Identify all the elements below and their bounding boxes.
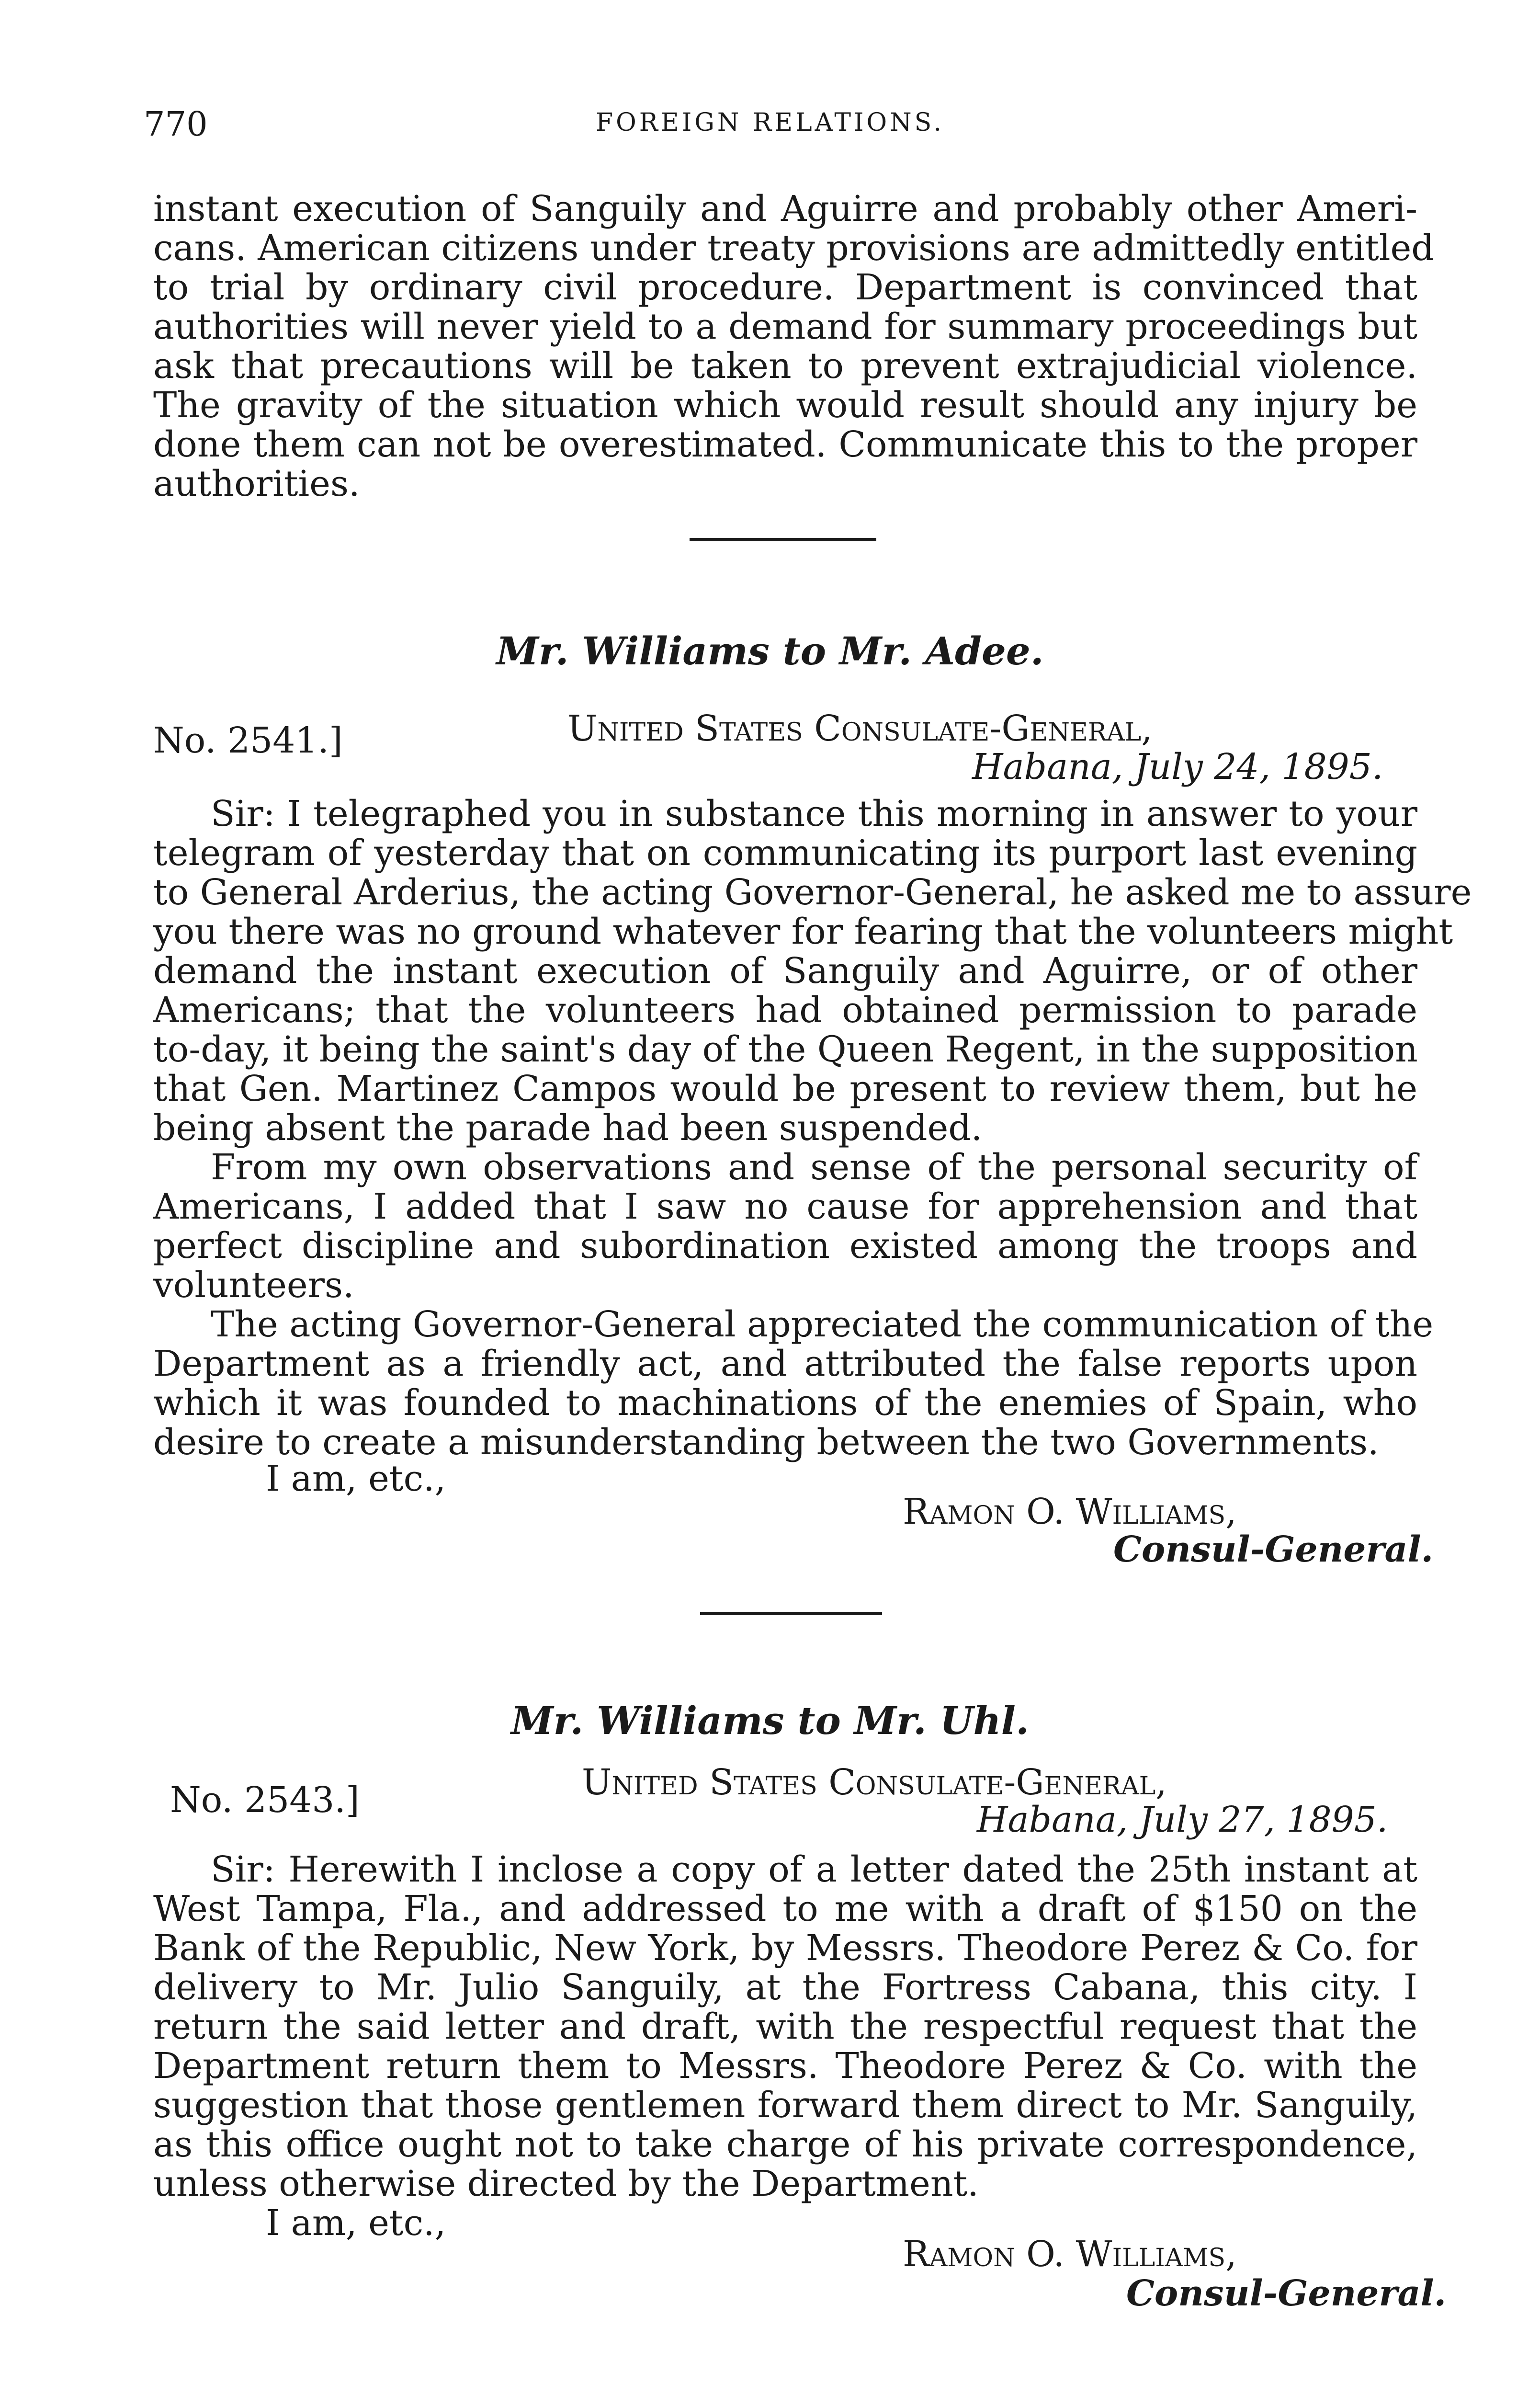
text-line: suggestion that those gentlemen forward them direct to Mr. Sanguily, [153, 2085, 1417, 2126]
running-title: FOREIGN RELATIONS. [596, 108, 944, 137]
text-line: unless otherwise directed by the Department. [153, 2163, 979, 2204]
text-line: The acting Governor-General appreciated the communication of the [211, 1304, 1434, 1345]
text-line: return the said letter and draft, with the respectful request that the [153, 2006, 1417, 2047]
text-line: cans. American citizens under treaty provisions are admittedly entitled [153, 228, 1434, 269]
document-number: No. 2541.] [153, 720, 343, 761]
dateline: Habana, July 24, 1895. [972, 746, 1383, 787]
text-line: perfect discipline and subordination existed among the troops and [153, 1225, 1417, 1266]
closing: I am, etc., [266, 2202, 446, 2244]
text-line: From my own observations and sense of the personal security of [211, 1147, 1417, 1188]
text-line: being absent the parade had been suspended. [153, 1107, 983, 1149]
letter-heading: Mr. Williams to Mr. Adee. [496, 628, 1044, 673]
text-line: as this office ought not to take charge of his private correspondence, [153, 2124, 1417, 2165]
office-name: United States Consulate-General, [567, 708, 1153, 749]
text-line: Americans, I added that I saw no cause for apprehension and that [153, 1186, 1417, 1227]
text-line: The gravity of the situation which would result should any injury be [153, 385, 1417, 426]
text-line: Sir: Herewith I inclose a copy of a letter dated the 25th instant at [211, 1849, 1417, 1890]
text-line: Department return them to Messrs. Theodore Perez & Co. with the [153, 2045, 1417, 2087]
section-divider [700, 1612, 882, 1615]
text-line: Americans; that the volunteers had obtained permission to parade [153, 990, 1417, 1031]
text-line: Department as a friendly act, and attributed the false reports upon [153, 1343, 1417, 1384]
text-line: delivery to Mr. Julio Sanguily, at the Fortress Cabana, this city. I [153, 1967, 1417, 2008]
page-number: 770 [144, 104, 208, 144]
text-line: ask that precautions will be taken to prevent extrajudicial violence. [153, 345, 1417, 387]
text-line: demand the instant execution of Sanguily and Aguirre, or of other [153, 950, 1417, 992]
text-line: to trial by ordinary civil procedure. Department is convinced that [153, 267, 1417, 308]
text-line: Sir: I telegraphed you in substance this morning in answer to your [211, 793, 1417, 834]
text-line: desire to create a misunderstanding between the two Governments. [153, 1422, 1379, 1463]
text-line: volunteers. [153, 1265, 354, 1306]
text-line: that Gen. Martinez Campos would be present to review them, but he [153, 1068, 1417, 1109]
text-line: West Tampa, Fla., and addressed to me with a draft of $150 on the [153, 1888, 1417, 1929]
text-line: to General Arderius, the acting Governor-General, he asked me to assure [153, 872, 1472, 913]
signature-title: Consul-General. [1126, 2273, 1447, 2314]
dateline: Habana, July 27, 1895. [977, 1799, 1388, 1840]
text-line: to-day, it being the saint's day of the Queen Regent, in the supposition [153, 1029, 1418, 1070]
text-line: telegram of yesterday that on communicating its purport last evening [153, 833, 1417, 874]
text-line: instant execution of Sanguily and Aguirre and probably other Ameri- [153, 188, 1417, 229]
section-divider [690, 538, 876, 541]
signature-title: Consul-General. [1113, 1529, 1434, 1570]
text-line: authorities will never yield to a demand for summary proceedings but [153, 306, 1417, 347]
signature-name: Ramon O. Williams, [903, 2234, 1237, 2275]
office-name: United States Consulate-General, [582, 1762, 1167, 1803]
signature-name: Ramon O. Williams, [903, 1491, 1237, 1532]
document-number: No. 2543.] [170, 1779, 360, 1821]
text-line: done them can not be overestimated. Communicate this to the proper [153, 424, 1417, 465]
text-line: you there was no ground whatever for fearing that the volunteers might [153, 911, 1453, 952]
text-line: Bank of the Republic, New York, by Messrs. Theodore Perez & Co. for [153, 1927, 1417, 1969]
text-line: authorities. [153, 463, 360, 504]
letter-heading: Mr. Williams to Mr. Uhl. [511, 1698, 1029, 1743]
text-line: which it was founded to machinations of the enemies of Spain, who [153, 1382, 1417, 1424]
closing: I am, etc., [266, 1458, 446, 1499]
